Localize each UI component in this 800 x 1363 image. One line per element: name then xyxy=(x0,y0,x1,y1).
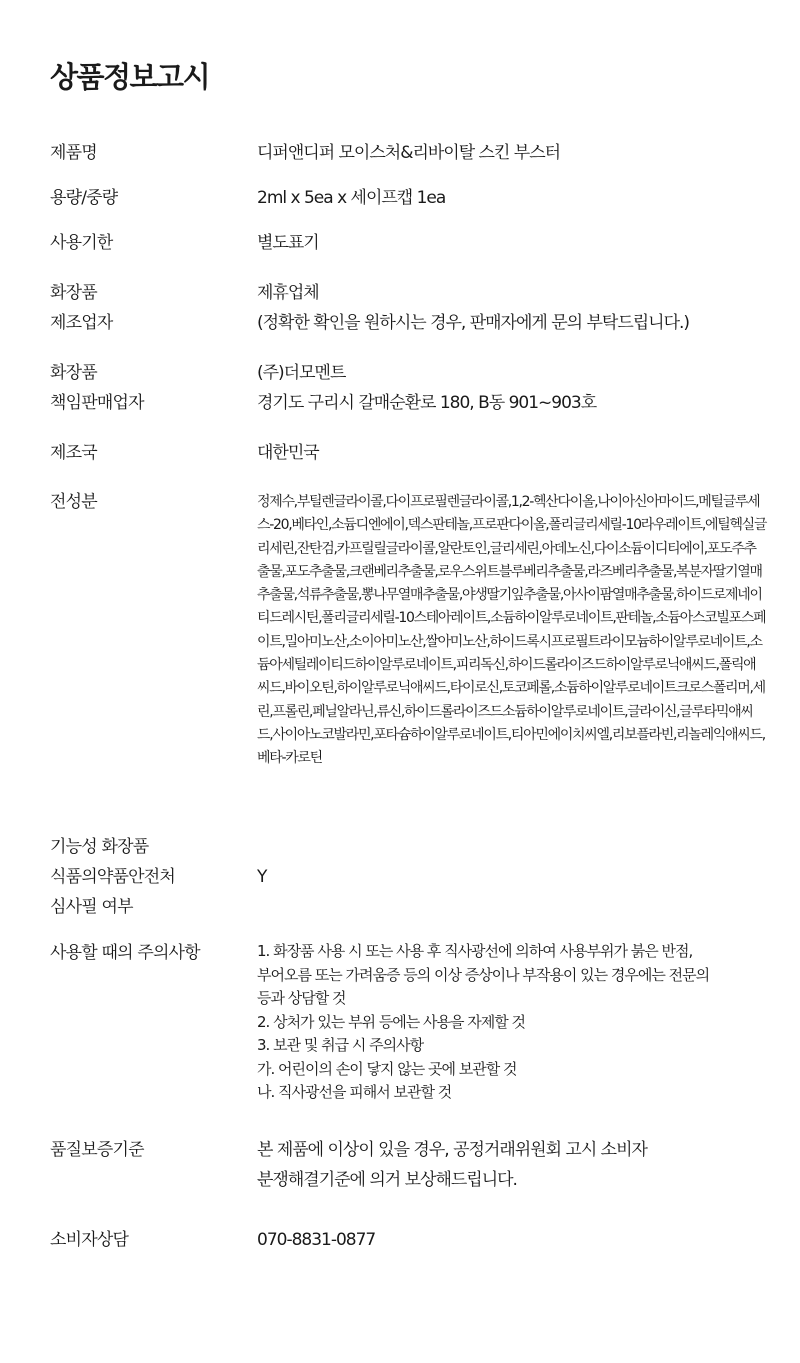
row-value: 본 제품에 이상이 있을 경우, 공정거래위원회 고시 소비자 분쟁해결기준에 의거 보상해드립니다. xyxy=(257,1140,647,1190)
row-value: (주)더모멘트 경기도 구리시 갈매순환로 180, B동 901~903호 xyxy=(257,363,597,413)
row-label: 화장품 제조업자 xyxy=(50,283,113,333)
row-value: 제휴업체 (정확한 확인을 원하시는 경우, 판매자에게 문의 부탁드립니다.) xyxy=(257,283,690,333)
row-value: 별도표기 xyxy=(257,233,319,253)
page-title: 상품정보고시 xyxy=(50,60,210,94)
row-label: 용량/중량 xyxy=(50,188,118,208)
row-label: 화장품 책임판매업자 xyxy=(50,363,144,413)
row-label: 제조국 xyxy=(50,443,97,463)
row-label: 전성분 xyxy=(50,492,97,512)
row-label: 기능성 화장품 식품의약품안전처 심사필 여부 xyxy=(50,837,175,917)
row-value: 정제수,부틸렌글라이콜,다이프로필렌글라이콜,1,2-헥산다이올,나이아신아마이드,메틸글루세스-20,베타인,소듐디엔에이,덱스판테놀,프로판다이올,폴리글리세릴-10라우레이트,에틸헥실글리세린,잔탄검,카프릴릴글라이콜,알란토인,글리세린,아데노신,다이소듐이디티에이,포도주추출물,포도추출물,크랜베리추출물,로우스위트블루베리추출물,라즈베리추출물,복분자딸기열매추출물,석류추출물,뽕나무열매추출물,야생딸기잎추출물,아사이팜열매추출물,하이드로제네이티드레시틴,폴리글리세릴-10스테아레이트,소듐하이알루로네이트,판테놀,소듐아스코빌포스페이트,밀아미노산,소이아미노산,쌀아미노산,하이드록시프로필트라이모늄하이알루로네이트,소듐아세틸레이티드하이알루로네이트,피리독신,하이드롤라이즈드하이알루로닉애씨드,폴릭애씨드,바이오틴,하이알루로닉애씨드,타이로신,토코페롤,소듐하이알루로네이트크로스폴리머,세린,프롤린,페닐알라닌,류신,하이드롤라이즈드소듐하이알루로네이트,글라이신,글루타믹애씨드,사이아노코발라민,포타슘하이알루로네이트,티아민에이치씨엘,리보플라빈,리놀레익애씨드,베타-카로틴 xyxy=(257,494,767,767)
row-label: 제품명 xyxy=(50,143,97,163)
row-label: 사용할 때의 주의사항 xyxy=(50,943,200,963)
row-value: 1. 화장품 사용 시 또는 사용 후 직사광선에 의하여 사용부위가 붉은 반점, 부어오름 또는 가려움증 등의 이상 증상이나 부작용이 있는 경우에는 전문의 등과 상담할 것 2. 상처가 있는 부위 등에는 사용을 자제할 것 3. 보관 및 취급 시 주의사항 가. 어린이의 손이 닿지 않는 곳에 보관할 것 나. 직사광선을 피해서 보관할 것 xyxy=(257,942,710,1101)
row-value: Y xyxy=(257,867,267,887)
row-value: 디퍼앤디퍼 모이스처&리바이탈 스킨 부스터 xyxy=(257,143,561,163)
row-label: 사용기한 xyxy=(50,233,113,253)
row-label: 소비자상담 xyxy=(50,1230,129,1250)
row-value: 2ml x 5ea x 세이프캡 1ea xyxy=(257,188,446,208)
row-value: 대한민국 xyxy=(257,443,319,463)
row-label: 품질보증기준 xyxy=(50,1140,144,1160)
row-value: 070-8831-0877 xyxy=(257,1230,376,1250)
